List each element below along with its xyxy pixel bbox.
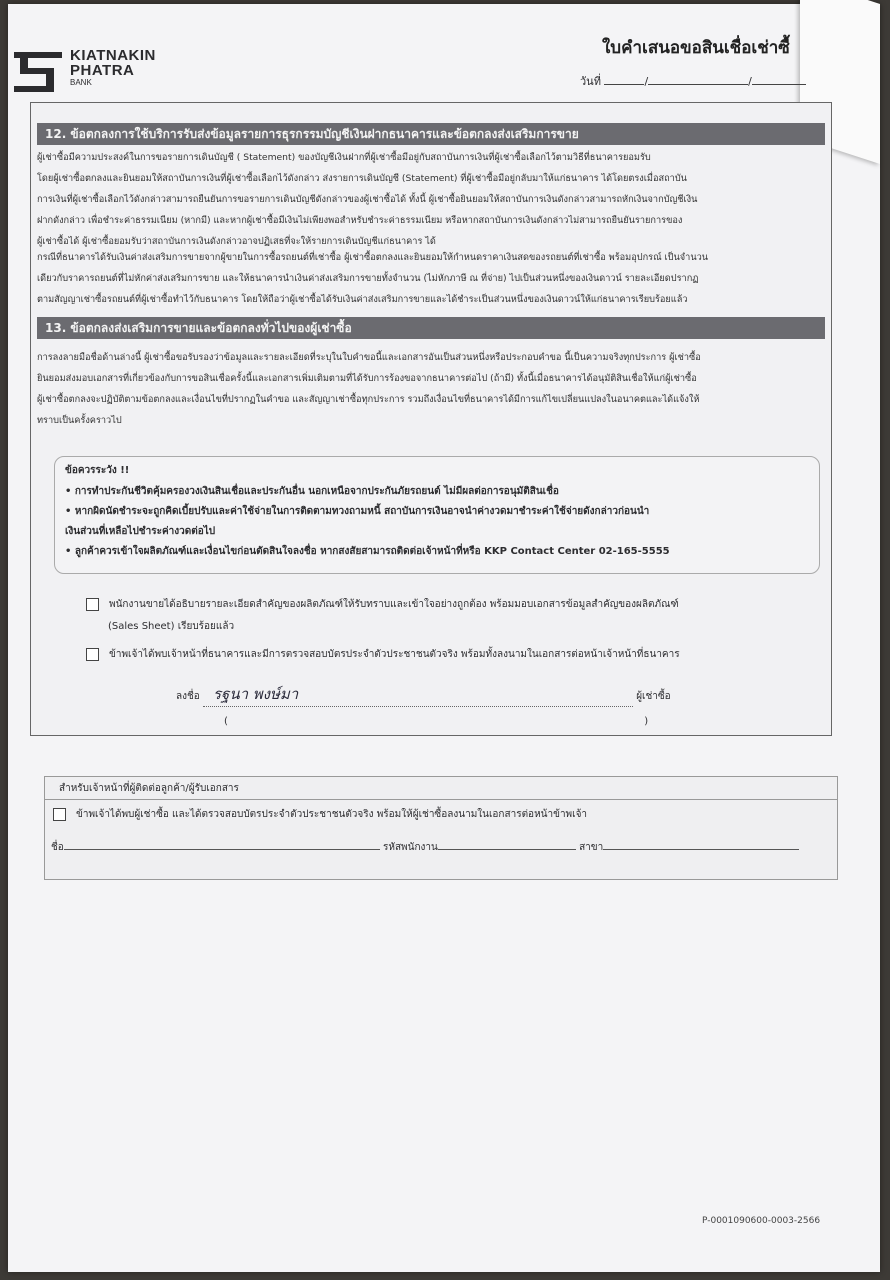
warning-box [54,456,820,574]
signer-role: ผู้เช่าซื้อ [636,691,671,702]
section12-p1-line: ฝากดังกล่าว เพื่อชำระค่าธรรมเนียม (หากมี) และหากผู้เช่าซื้อมีเงินไม่เพียงพอสำหรับชำระค่าธรรมเนียม หรือหากสถาบันการเงินดังกล่าวไม่สามารถยืนยันรายการของ [37,215,683,226]
section12-p1-line: การเงินที่ผู้เช่าซื้อเลือกไว้ดังกล่าวสามารถยืนยันการขอรายการเดินบัญชีดังกล่าวของผู้เช่าซื้อได้ ทั้งนี้ ผู้เช่าซื้อยินยอมให้สถาบันการเงินดังกล่าวสามารถหักเงินจากบัญชีเงิน [37,194,698,205]
staff-section [44,776,838,880]
date-label: วันที่ [580,75,601,88]
officer-met-checkbox[interactable] [86,648,99,661]
date-day-field[interactable] [604,74,644,85]
staff-emp-field[interactable] [438,839,576,850]
warning-item: • ลูกค้าควรเข้าใจผลิตภัณฑ์และเงื่อนไขก่อนตัดสินใจลงชื่อ หากสงสัยสามารถติดต่อเจ้าหน้าที่หรือ KKP Contact Center 02-165-5555 [65,546,670,557]
warning-item: • การทำประกันชีวิตคุ้มครองวงเงินสินเชื่อและประกันอื่น นอกเหนือจากประกันภัยรถยนต์ ไม่มีผลต่อการอนุมัติสินเชื่อ [65,486,559,497]
staff-fields-row [51,839,799,855]
section13-para [37,347,823,431]
signer-name-parens [224,716,674,727]
date-month-field[interactable] [648,74,748,85]
section12-p1-line: ผู้เช่าซื้อได้ ผู้เช่าซื้อยอมรับว่าสถาบันการเงินดังกล่าวอาจปฏิเสธที่จะให้รายการเดินบัญชีแก่ธนาคาร ได้ [37,236,436,247]
section12-p2-line: เดียวกับราคารถยนต์ที่ไม่หักค่าส่งเสริมการขาย และให้ธนาคารนำเงินค่าส่งเสริมการขายทั้งจำนวน (ไม่หักภาษี ณ ที่จ่าย) ไปเป็นส่วนหนึ่งของเงินดาวน์ รายละเอียดปรากฏ [37,273,699,284]
date-row: วันที่ / / [580,72,806,90]
staff-name-field[interactable] [64,839,380,850]
staff-check-row [53,807,587,822]
customer-signature-block [176,682,716,707]
warning-title: ข้อควรระวัง !! [65,465,130,476]
staff-title: สำหรับเจ้าหน้าที่ผู้ติดต่อลูกค้า/ผู้รับเอกสาร [59,783,239,794]
logo-line1: KIATNAKIN [70,47,156,64]
sign-label: ลงชื่อ [176,691,200,702]
staff-emp-label: รหัสพนักงาน [382,842,438,853]
section13-line: การลงลายมือชื่อด้านล่างนี้ ผู้เช่าซื้อขอรับรองว่าข้อมูลและรายละเอียดที่ระบุในใบคำขอนี้และเอกสารอันเป็นส่วนหนึ่งหรือประกอบคำขอ นี้เป็นความจริงทุกประการ ผู้เช่าซื้อ [37,352,701,363]
date-year-field[interactable] [752,74,806,85]
staff-verified-checkbox[interactable] [53,808,66,821]
staff-check-text: ข้าพเจ้าได้พบผู้เช่าซื้อ และได้ตรวจสอบบัตรประจำตัวประชาชนตัวจริง พร้อมให้ผู้เช่าซื้อลงนามในเอกสารต่อหน้าข้าพเจ้า [76,809,588,820]
document-page [8,4,880,1272]
sales-sheet-checkbox[interactable] [86,598,99,611]
sales-sheet-check-row [86,594,806,638]
paren-close: ) [644,716,649,727]
section12-p1-line: ผู้เช่าซื้อมีความประสงค์ในการขอรายการเดินบัญชี ( Statement) ของบัญชีเงินฝากที่ผู้เช่าซื้อมีอยู่กับสถาบันการเงินที่ผู้เช่าซื้อเลือกไว้ตามวิธีที่ธนาคารยอมรับ [37,152,651,163]
section12-p1-line: โดยผู้เช่าซื้อตกลงและยินยอมให้สถาบันการเงินที่ผู้เช่าซื้อเลือกไว้ดังกล่าว ส่งรายการเดินบัญชี (Statement) ที่ผู้เช่าซื้อมีอยู่กลับมาให้แก่ธนาคาร ได้โดยตรงเมื่อสถาบัน [37,173,687,184]
warning-item: • หากผิดนัดชำระจะถูกคิดเบี้ยปรับและค่าใช้จ่ายในการติดตามทวงถามหนี้ สถาบันการเงินอาจนำค่างวดมาชำระค่าใช้จ่ายดังกล่าวก่อนนำ [65,506,650,517]
staff-branch-field[interactable] [603,839,799,850]
section13-line: ทราบเป็นครั้งคราวไป [37,415,122,426]
form-title: ใบคำเสนอขอสินเชื่อเช่าซื้ [602,38,790,58]
section12-heading: 12. ข้อตกลงการใช้บริการรับส่งข้อมูลรายการธุรกรรมบัญชีเงินฝากธนาคารและข้อตกลงส่งเสริมการขาย [37,123,825,145]
section12-para1 [37,147,823,252]
staff-branch-label: สาขา [579,842,604,853]
officer-check-row [86,644,806,666]
section12-p2-line: ตามสัญญาเช่าซื้อรถยนต์ที่ผู้เช่าซื้อทำไว้กับธนาคาร โดยให้ถือว่าผู้เช่าซื้อได้รับเงินค่าส่งเสริมการขายและได้ชำระเป็นส่วนหนึ่งของเงินดาวน์ให้แก่ธนาคารเรียบร้อยแล้ว [37,294,688,305]
kiatnakin-logo-icon [12,48,64,94]
bank-logo [12,48,156,94]
check1-text-2: (Sales Sheet) เรียบร้อยแล้ว [108,621,235,632]
terms-frame [30,102,832,736]
section13-line: ยินยอมส่งมอบเอกสารที่เกี่ยวข้องกับการขอสินเชื่อครั้งนี้และเอกสารเพิ่มเติมตามที่ได้รับการร้องขอจากธนาคารต่อไป (ถ้ามี) ทั้งนี้เมื่อธนาคารได้อนุมัติสินเชื่อให้แก่ผู้เช่าซื้อ [37,373,697,384]
paren-open: ( [224,716,228,727]
logo-line3: BANK [70,78,92,87]
section13-heading: 13. ข้อตกลงส่งเสริมการขายและข้อตกลงทั่วไปของผู้เช่าซื้อ [37,317,825,339]
section12-para2 [37,247,823,310]
check2-text: ข้าพเจ้าได้พบเจ้าหน้าที่ธนาคารและมีการตรวจสอบบัตรประจำตัวประชาชนตัวจริง พร้อมทั้งลงนามในเอกสารต่อหน้าเจ้าหน้าที่ธนาคาร [109,649,680,660]
document-code: P-0001090600-0003-2566 [702,1216,821,1226]
warning-item: เงินส่วนที่เหลือไปชำระค่างวดต่อไป [65,526,216,537]
check1-text: พนักงานขายได้อธิบายรายละเอียดสำคัญของผลิตภัณฑ์ให้รับทราบและเข้าใจอย่างถูกต้อง พร้อมมอบเอกสารข้อมูลสำคัญของผลิตภัณฑ์ [109,599,679,610]
logo-text [70,48,156,88]
staff-name-label: ชื่อ [51,842,64,853]
section12-p2-line: กรณีที่ธนาคารได้รับเงินค่าส่งเสริมการขายจากผู้ขายในการซื้อรถยนต์ที่เช่าซื้อ ผู้เช่าซื้อตกลงและยินยอมให้กำหนดราคาเงินสดของรถยนต์ที่เช่าซื้อ พร้อมอุปกรณ์ เป็นจำนวน [37,252,709,263]
section13-line: ผู้เช่าซื้อตกลงจะปฏิบัติตามข้อตกลงและเงื่อนไขที่ปรากฏในคำขอ และสัญญาเช่าซื้อทุกประการ รวมถึงเงื่อนไขที่ธนาคารได้มีการแก้ไขเปลี่ยนแปลงในอนาคตและได้แจ้งให้ [37,394,700,405]
logo-line2: PHATRA [70,62,135,79]
customer-signature[interactable]: รฐนา พงษ์มา [203,682,633,707]
